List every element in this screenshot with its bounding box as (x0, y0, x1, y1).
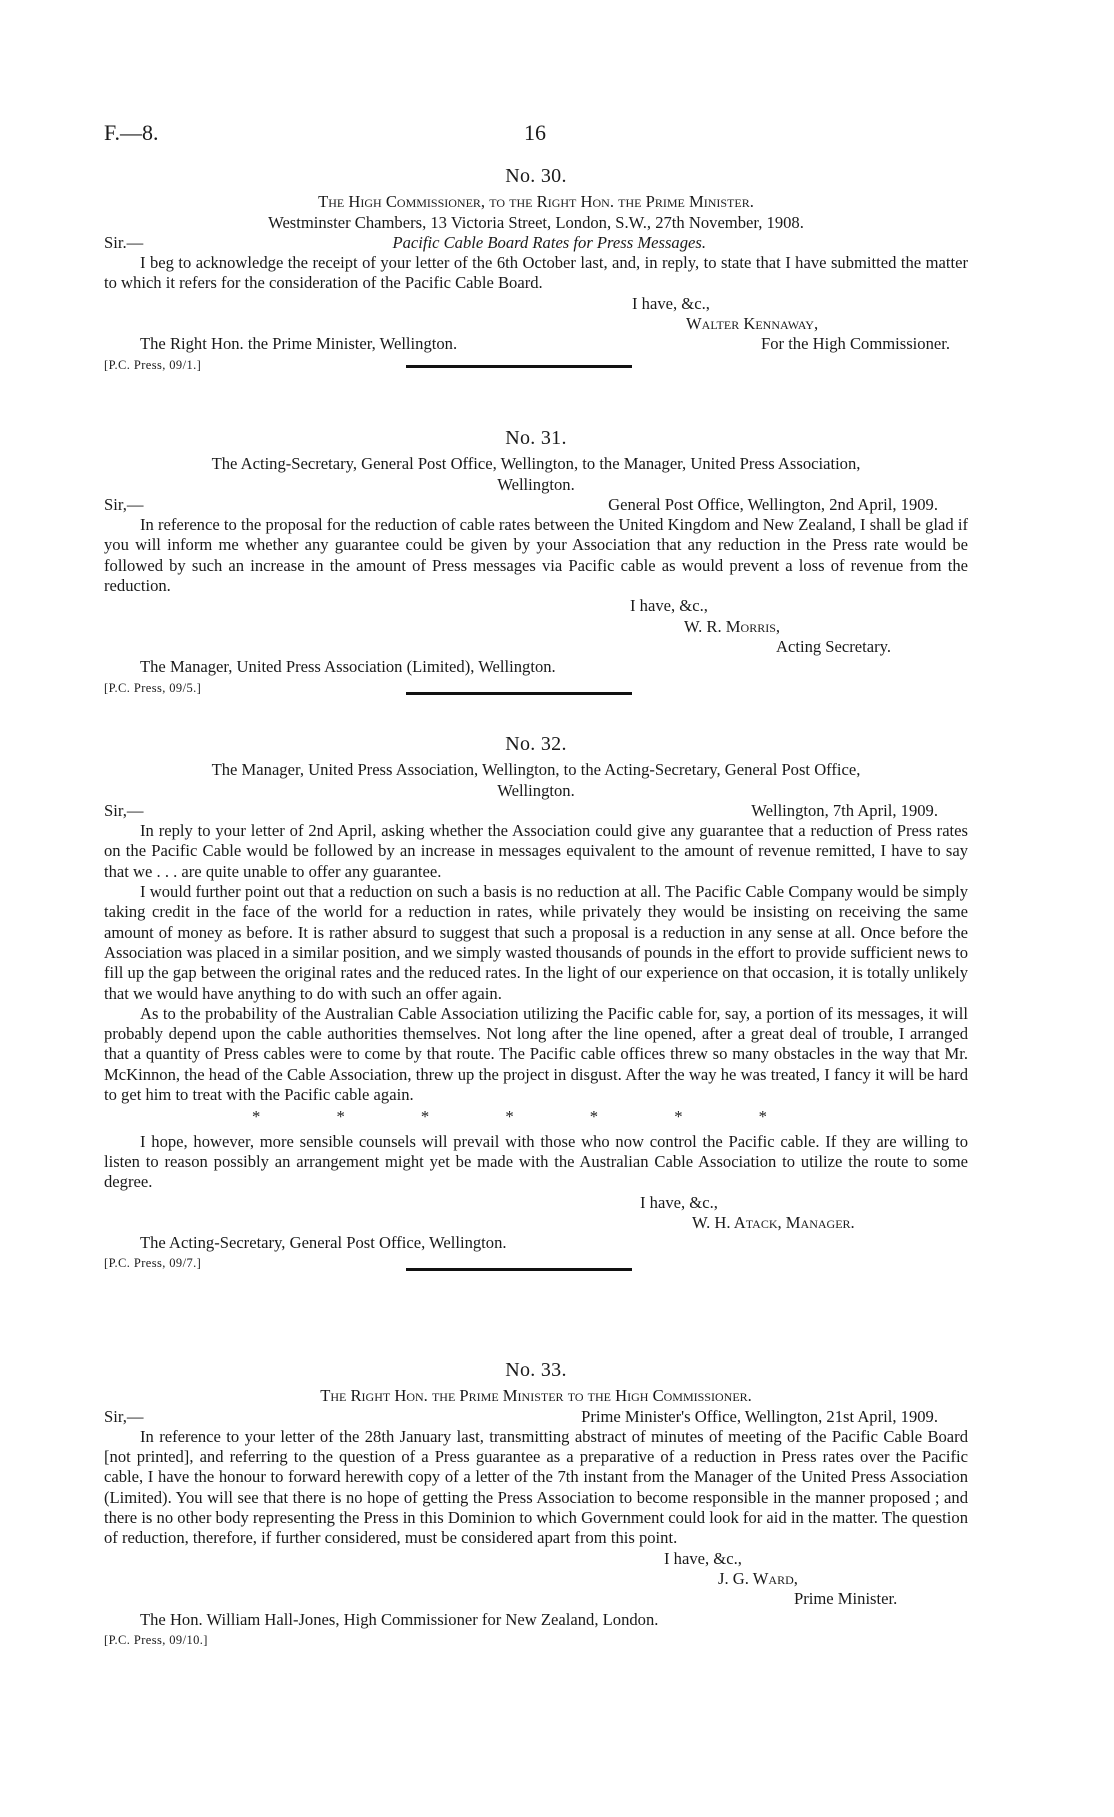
signature-title: Acting Secretary. (776, 636, 892, 656)
salutation-row (104, 801, 968, 821)
letter-paragraph: I hope, however, more sensible counsels will prevail with those who now control the Pacific cable. If they are willing to listen to reason possibly an arrangement might yet be made with the Australian Cable Association to utilize the route to some degree. (104, 1131, 968, 1192)
letter-from-cont: Wellington. (497, 474, 575, 494)
letter-no-33 (104, 1360, 968, 1650)
letter-place-date: Wellington, 7th April, 1909. (751, 800, 938, 820)
signature: W. H. Atack, Manager. (692, 1212, 855, 1232)
letter-place-date: Westminster Chambers, 13 Victoria Street, London, S.W., 27th November, 1908. (268, 212, 804, 232)
document-reference: F.—8. (104, 120, 159, 145)
letter-paragraph: In reference to your letter of the 28th January last, transmitting abstract of minutes of meeting of the Pacific Cable Board [not printed], and referring to the question of a Press guarantee as a preparative of a reduction in Press rates over the Pacific cable, I have the honour to forward herewith copy of a letter of the 7th instant from the Manager of the United Press Association (Limited). You will see that there is no hope of getting the Press Association to become responsible in the manner proposed ; and there is no other body representing the Press in this Dominion to which Government could look for aid in the matter. The question of reduction, therefore, if further considered, must be considered apart from this point. (104, 1426, 968, 1548)
salutation: Sir,— (104, 1406, 144, 1426)
salutation: Sir,— (104, 800, 144, 820)
letter-number: No. 32. (505, 733, 567, 755)
letter-paragraph: In reply to your letter of 2nd April, asking whether the Association could give any guarantee that a reduction of Press rates on the Pacific Cable would be followed by an increase in messages equivalent to the amount of revenue remitted, I have to say that we . . . are quite unable to offer any guarantee. (104, 821, 968, 881)
addressee: The Manager, United Press Association (Limited), Wellington. (140, 657, 556, 677)
section-divider (406, 1268, 632, 1271)
letter-no-30 (104, 165, 968, 372)
letter-place-date: General Post Office, Wellington, 2nd April, 1909. (608, 494, 938, 514)
letter-place-date: Prime Minister's Office, Wellington, 21st April, 1909. (581, 1406, 938, 1426)
signature-title: For the High Commissioner. (761, 334, 950, 354)
letter-subject: Pacific Cable Board Rates for Press Messages. (392, 232, 706, 252)
letter-from-cont: Wellington. (497, 780, 575, 800)
salutation: Sir,— (104, 494, 144, 514)
addressee: The Acting-Secretary, General Post Office, Wellington. (140, 1233, 507, 1253)
letter-paragraph: As to the probability of the Australian Cable Association utilizing the Pacific cable for, say, a portion of its messages, it will probably depend upon the cable authorities themselves. Not long after the line opened, after a great deal of trouble, I arranged that a quantity of Press cables were to come by that route. The Pacific cable offices threw so many obstacles in the way that Mr. McKinnon, the head of the Cable Association, threw up the project in disgust. After the way he was treated, I fancy it will be hard to get him to treat with the Pacific cable again. (104, 1003, 968, 1105)
file-reference: [P.C. Press, 09/1.] (104, 357, 202, 372)
letter-number: No. 31. (505, 427, 567, 449)
file-reference: [P.C. Press, 09/7.] (104, 1256, 202, 1271)
section-divider (406, 692, 632, 695)
addressee-row (104, 334, 968, 354)
letter-from: The Acting-Secretary, General Post Office, Wellington, to the Manager, United Press Association, (211, 454, 861, 474)
signature: J. G. Ward, (718, 1568, 798, 1588)
closing: I have, &c., (630, 596, 708, 616)
letter-paragraph: I would further point out that a reduction on such a basis is no reduction at all. The Pacific Cable Company would be simply taking credit in the face of the world for a reduction in rates, while privately they would be insisting on receiving the same amount of money as before. It is rather absurd to suggest that such a proposal is a reduction in any sense at all. Once before the Association was placed in a similar position, and we simply wasted thousands of pounds in the effort to provide sufficient news to fill up the gap between the original rates and the reduced rates. In the light of our experience on that occasion, it is totally unlikely that we would have anything to do with such an offer again. (104, 882, 968, 1003)
salutation: Sir.— (104, 232, 144, 252)
letter-from: The Right Hon. the Prime Minister to the High Commissioner. (320, 1386, 752, 1406)
letter-paragraph: In reference to the proposal for the reduction of cable rates between the United Kingdom and New Zealand, I shall be glad if you will inform me whether any guarantee could be given by your Association that any reduction in the Press rate would be followed by such an increase in the amount of Press messages via Pacific cable as would prevent a loss of revenue from the reduction. (104, 515, 968, 596)
letter-paragraph: I beg to acknowledge the receipt of your letter of the 6th October last, and, in reply, to state that I have submitted the matter to which it refers for the consideration of the Pacific Cable Board. (104, 253, 968, 293)
addressee: The Right Hon. the Prime Minister, Wellington. (140, 334, 458, 354)
file-reference: [P.C. Press, 09/10.] (104, 1632, 208, 1647)
letter-number: No. 30. (505, 165, 567, 187)
signature-title: Prime Minister. (794, 1589, 898, 1609)
letter-from: The Manager, United Press Association, Wellington, to the Acting-Secretary, General Post Office, (211, 760, 861, 780)
closing: I have, &c., (664, 1548, 742, 1568)
signature: Walter Kennaway, (686, 314, 819, 334)
salutation-row (104, 233, 968, 253)
letter-from: The High Commissioner, to the Right Hon. the Prime Minister. (318, 192, 754, 212)
closing: I have, &c., (632, 293, 710, 313)
signature: W. R. Morris, (684, 616, 781, 636)
omission-stars: * * * * * * * (252, 1107, 767, 1127)
salutation-row (104, 1407, 968, 1427)
letter-no-31 (104, 428, 968, 695)
addressee: The Hon. William Hall-Jones, High Commissioner for New Zealand, London. (140, 1609, 659, 1629)
closing: I have, &c., (640, 1192, 718, 1212)
section-divider (406, 365, 632, 368)
letter-number: No. 33. (505, 1359, 567, 1381)
page-number: 16 (524, 120, 546, 145)
letter-no-32 (104, 734, 968, 1271)
running-header (104, 120, 1024, 150)
file-reference: [P.C. Press, 09/5.] (104, 680, 202, 695)
salutation-row (104, 495, 968, 515)
